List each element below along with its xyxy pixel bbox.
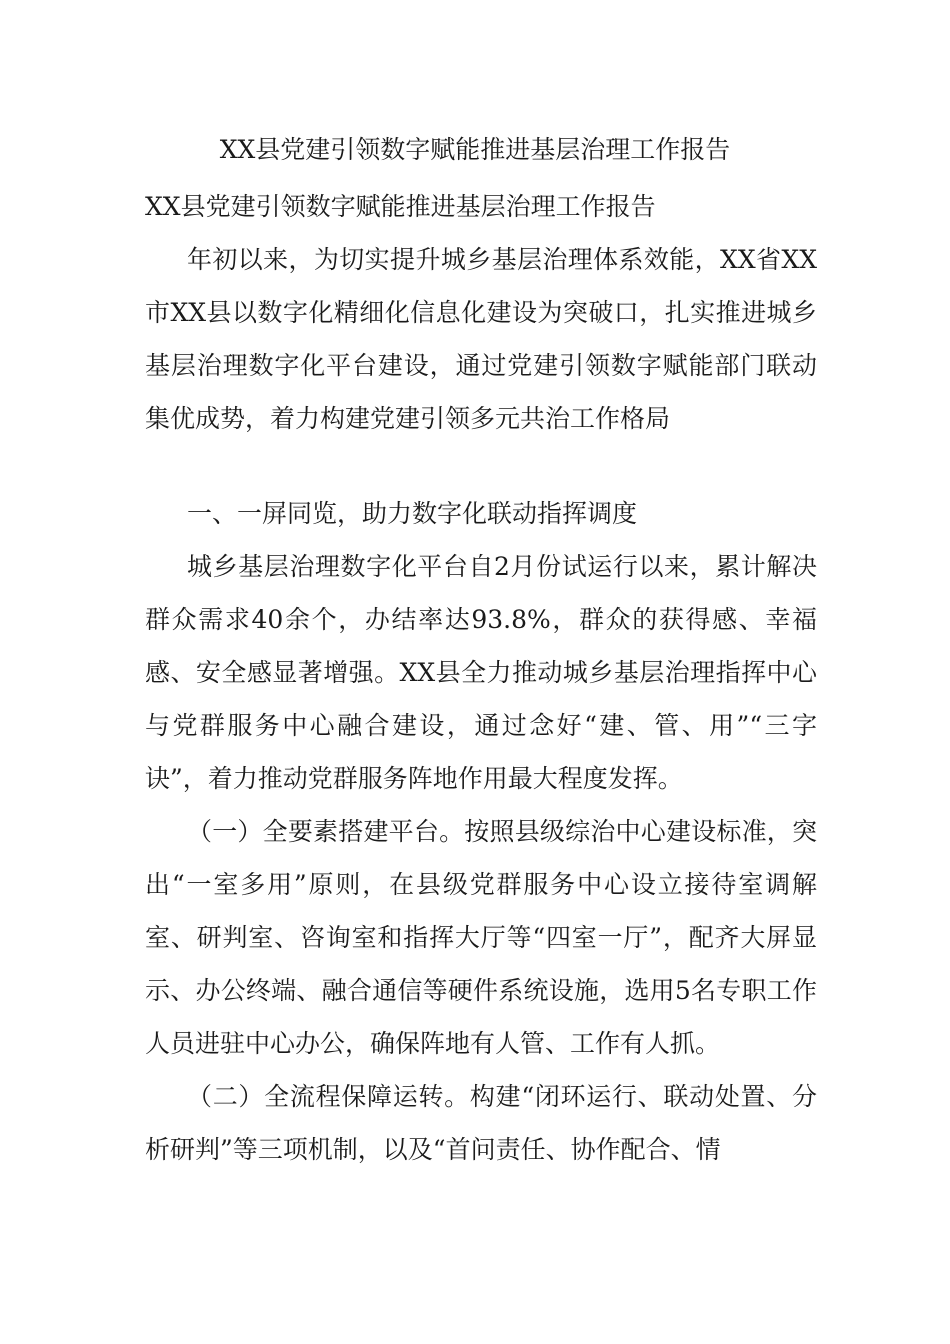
intro-paragraph: 年初以来，为切实提升城乡基层治理体系效能，XX省XX市XX县以数字化精细化信息化建设为突破口，扎实推进城乡基层治理数字化平台建设，通过党建引领数字赋能部门联动集优成势，着力构建党建引领多元共治工作格局 bbox=[145, 245, 817, 433]
section-paragraph-1: 城乡基层治理数字化平台自2月份试运行以来，累计解决群众需求40余个，办结率达93.8%，群众的获得感、幸福感、安全感显著增强。XX县全力推动城乡基层治理指挥中心与党群服务中心融合建设，通过念好“建、管、用”“三字诀”，着力推动党群服务阵地作用最大程度发挥。 bbox=[145, 552, 817, 793]
section-paragraph-3: （二）全流程保障运转。构建“闭环运行、联动处置、分析研判”等三项机制，以及“首问责任、协作配合、情 bbox=[145, 1082, 817, 1164]
section-paragraph-2: （一）全要素搭建平台。按照县级综治中心建设标准，突出“一室多用”原则，在县级党群服务中心设立接待室调解室、研判室、咨询室和指挥大厅等“四室一厅”，配齐大屏显示、办公终端、融合通信等硬件系统设施，选用5名专职工作人员进驻中心办公，确保阵地有人管、工作有人抓。 bbox=[145, 817, 817, 1058]
section-heading: 一、一屏同览，助力数字化联动指挥调度 bbox=[187, 499, 638, 528]
document-subtitle: XX县党建引领数字赋能推进基层治理工作报告 bbox=[145, 192, 656, 221]
document-body bbox=[145, 180, 817, 1176]
document-title bbox=[0, 130, 950, 170]
document-title-text: XX县党建引领数字赋能推进基层治理工作报告 bbox=[219, 135, 731, 164]
